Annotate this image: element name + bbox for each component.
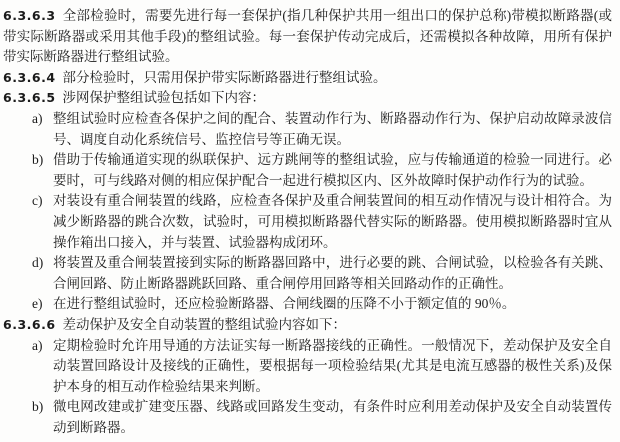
list-item-b2	[3, 397, 612, 438]
list-item-a	[3, 109, 612, 150]
item-label: e)	[32, 296, 43, 312]
list-item-c	[3, 191, 612, 253]
list-item-b	[3, 150, 612, 191]
section-number: 6.3.6.6	[3, 316, 56, 332]
item-label: c)	[32, 193, 43, 209]
item-label: d)	[32, 255, 44, 271]
item-text: 定期检验时允许用导通的方法证实每一断路器接线的正确性。一般情况下，差动保护及安全自动装置回路设计及接线的正确性，要根据每一项检验结果(尤其是电流互感器的极性关系)及保护本身的相互动作检验结果来判断。	[53, 337, 612, 394]
section-text: 差动保护及安全自动装置的整组试验内容如下：	[62, 316, 347, 332]
section-6-3-6-3	[3, 6, 612, 68]
section-text: 部分检验时，只需用保护带实际断路器进行整组试验。	[62, 69, 387, 85]
item-label: a)	[32, 337, 43, 353]
section-text: 全部检验时，需要先进行每一套保护(指几种保护共用一组出口的保护总称)带模拟断路器(或带实际断路器或采用其他手段)的整组试验。每一套保护传动完成后，还需模拟各种故障，用所有保护带实际断路器进行整组试验。	[3, 8, 612, 65]
section-number: 6.3.6.5	[3, 90, 56, 106]
section-6-3-6-5	[3, 88, 612, 109]
section-text: 涉网保护整组试验包括如下内容：	[62, 90, 266, 106]
item-text: 在进行整组试验时，还应检验断路器、合闸线圈的压降不小于额定值的 90％。	[53, 296, 516, 312]
item-text: 借助于传输通道实现的纵联保护、远方跳闸等的整组试验，应与传输通道的检验一同进行。必要时，可与线路对侧的相应保护配合一起进行模拟区内、区外故障时保护动作行为的试验。	[53, 152, 612, 188]
item-text: 微电网改建或扩建变压器、线路或回路发生变动，有条件时应利用差动保护及安全自动装置传动到断路器。	[53, 399, 612, 435]
section-number: 6.3.6.4	[3, 69, 56, 85]
list-item-d	[3, 253, 612, 294]
item-label: a)	[32, 110, 43, 126]
item-text: 整组试验时应检查各保护之间的配合、装置动作行为、断路器动作行为、保护启动故障录波信号、调度自动化系统信号、监控信号等正确无误。	[53, 110, 612, 147]
list-item-a2	[3, 336, 612, 398]
list-item-e	[3, 294, 612, 315]
item-text: 对装设有重合闸装置的线路，应检查各保护及重合闸装置间的相互动作情况与设计相符合。为减少断路器的跳合次数，试验时，可用模拟断路器代替实际的断路器。使用模拟断路器时宜从操作箱出口接入，并与装置、试验器构成闭环。	[53, 193, 612, 250]
section-6-3-6-6	[3, 315, 612, 336]
section-number: 6.3.6.3	[3, 8, 56, 23]
item-text: 将装置及重合闸装置接到实际的断路器回路中，进行必要的跳、合闸试验，以检验各有关跳、合闸回路、防止断路器跳跃回路、重合闸停用回路等相关回路动作的正确性。	[53, 255, 612, 291]
item-label: b)	[32, 152, 44, 168]
section-6-3-6-4	[3, 68, 612, 89]
item-label: b)	[32, 399, 44, 415]
